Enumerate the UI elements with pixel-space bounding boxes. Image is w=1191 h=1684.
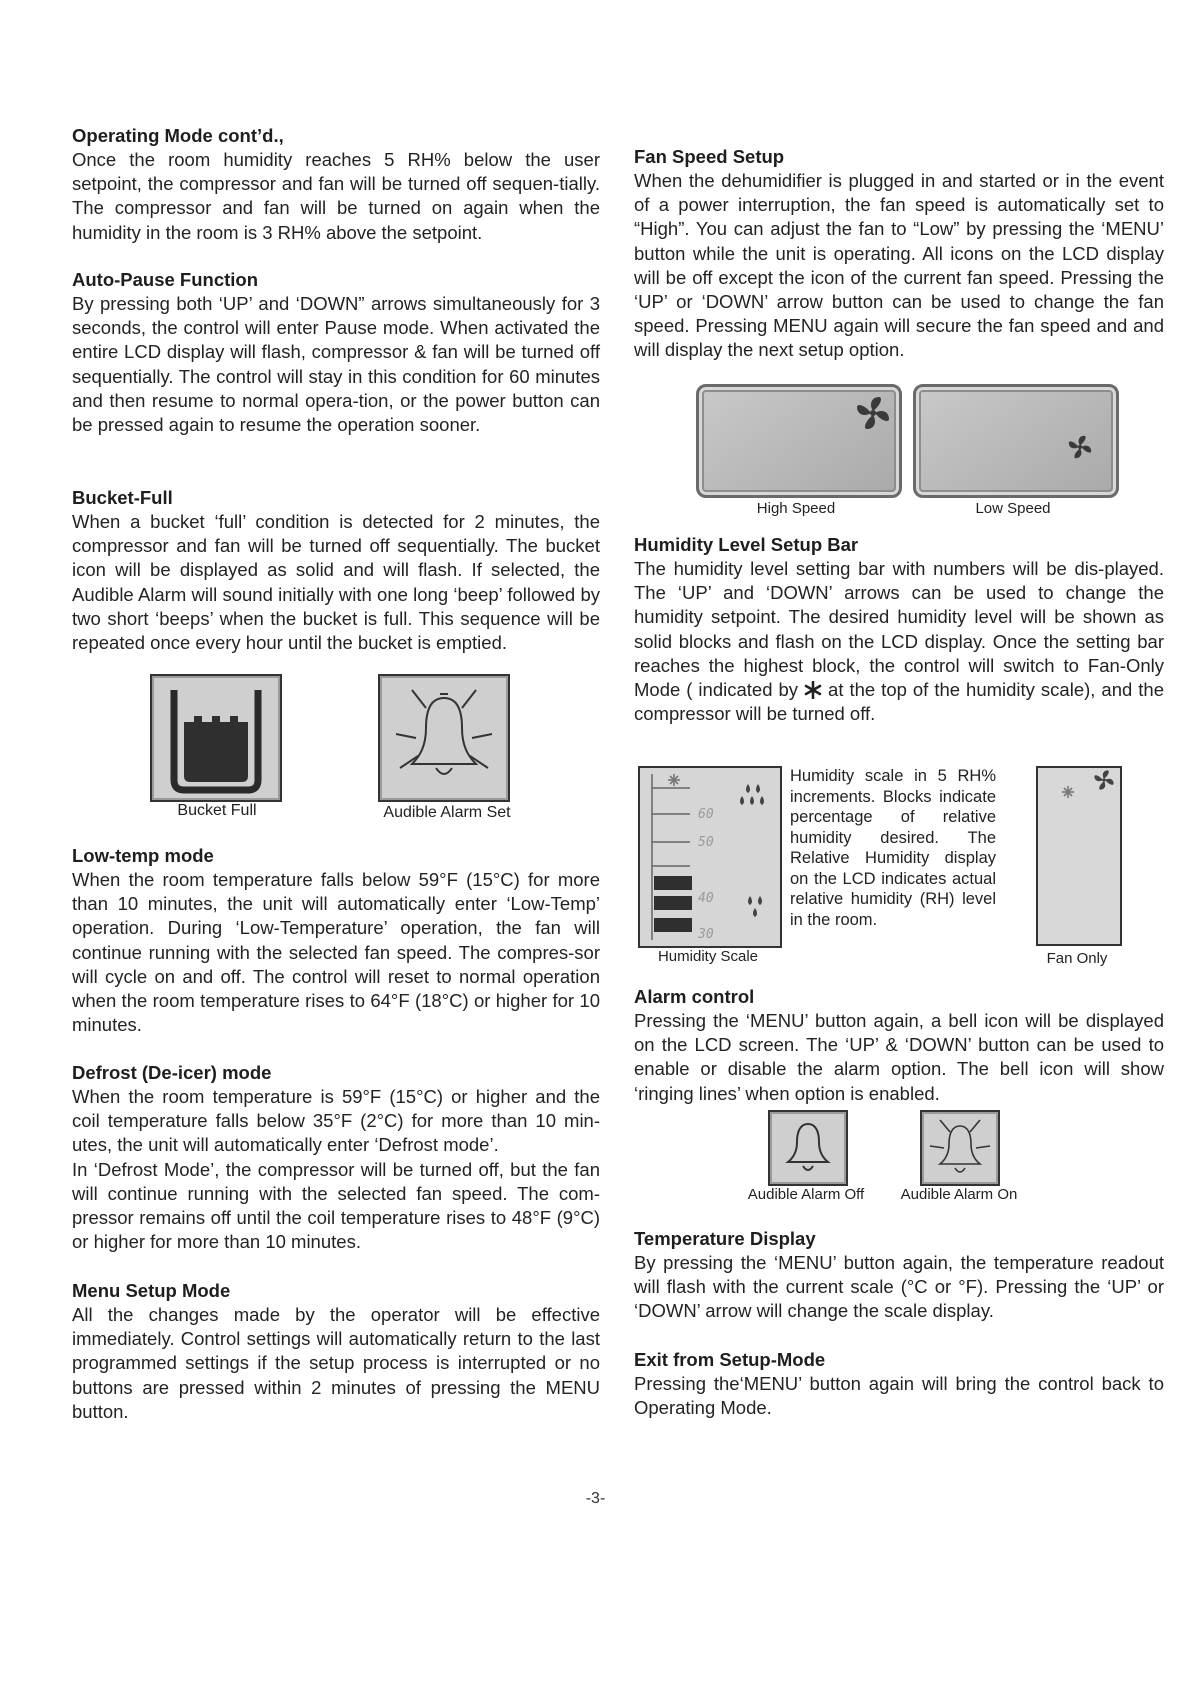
- temperature-display-body: By pressing the ‘MENU’ button again, the temperature readout will flash with the current scale (°C or °F). Pressing the ‘UP’ or ‘DOWN’ arrow will change the scale display.: [634, 1252, 1164, 1322]
- auto-pause-heading: Auto-Pause Function: [72, 269, 259, 290]
- operating-mode-heading: Operating Mode cont’d.,: [72, 125, 284, 146]
- low-speed-lcd: [913, 384, 1119, 498]
- fan-only-graphic: [1038, 768, 1120, 944]
- defrost-body-1: When the room temperature is 59°F (15°C) or higher and the coil temperature falls below 35°F (2°C) for more than 10 min-utes, the unit will automatically enter ‘Defrost mode’.: [72, 1086, 600, 1156]
- defrost-heading: Defrost (De-icer) mode: [72, 1062, 272, 1083]
- menu-setup-section: [72, 1279, 600, 1424]
- low-temp-heading: Low-temp mode: [72, 845, 214, 866]
- menu-setup-body: All the changes made by the operator will be effective immediately. Control settings will automatically return to the last programmed settings if the setup process is interrupted or no buttons are pressed within 2 minutes of pressing the MENU button.: [72, 1304, 600, 1422]
- bell-ringing-icon: [380, 676, 508, 800]
- bucket-full-body: When a bucket ‘full’ condition is detected for 2 minutes, the compressor and fan will be turned off sequentially. The bucket icon will be displayed as solid and will flash. If selected, the Audible Alarm will sound initially with one long ‘beep’ followed by two short ‘beeps’ when the bucket is full. This sequence will be repeated once every hour until the bucket is emptied.: [72, 511, 600, 654]
- bucket-full-heading: Bucket-Full: [72, 487, 173, 508]
- defrost-body-2: In ‘Defrost Mode’, the compressor will be turned off, but the fan will continue running with the selected fan speed. The com-pressor remains off until the coil temperature rises to 48°F (9°C) or higher for more than 10 minutes.: [72, 1158, 600, 1253]
- low-temp-body: When the room temperature falls below 59°F (15°C) for more than 10 minutes, the unit will automatically enter ‘Low-Temp’ operation. During ‘Low-Temperature’ operation, the fan will continue running with the selected fan speed. The compres-sor will cycle on and off. The control will reset to normal operation when the room temperature rises to 64°F (18°C) or higher for 10 minutes.: [72, 869, 600, 1036]
- bucket-full-icon-box: [150, 674, 282, 802]
- audible-alarm-set-caption: Audible Alarm Set: [383, 804, 511, 821]
- low-speed-caption: Low Speed: [975, 500, 1051, 517]
- humidity-scale-graphic: [640, 768, 780, 946]
- scale-label-40: 40: [698, 891, 714, 906]
- operating-mode-section: [72, 124, 600, 245]
- humidity-setup-section: [634, 533, 1164, 726]
- alarm-off-caption: Audible Alarm Off: [747, 1186, 865, 1203]
- low-temp-section: [72, 844, 600, 1037]
- alarm-on-caption: Audible Alarm On: [900, 1186, 1018, 1203]
- alarm-control-body: Pressing the ‘MENU’ button again, a bell icon will be displayed on the LCD screen. The ‘UP’ & ‘DOWN’ button can be used to enable or disable the alarm option. The bell icon will show ‘ringing lines’ when option is enabled.: [634, 1010, 1164, 1104]
- alarm-control-heading: Alarm control: [634, 986, 755, 1007]
- humidity-setup-body-end: at the top of the humidity scale), and the compressor will be turned off.: [634, 679, 1164, 725]
- fan-high-icon: [853, 393, 893, 433]
- scale-label-50: 50: [698, 835, 714, 850]
- humidity-scale-caption: Humidity Scale: [657, 948, 759, 965]
- bucket-full-section: [72, 486, 600, 655]
- humidity-scale-lcd: [638, 766, 782, 948]
- menu-setup-heading: Menu Setup Mode: [72, 1280, 231, 1301]
- bell-ringing-small-icon: [922, 1112, 998, 1184]
- bell-icon: [770, 1112, 846, 1184]
- fan-only-asterisk-icon: [804, 681, 822, 699]
- humidity-scale-description: Humidity scale in 5 RH% increments. Blocks indicate percentage of relative humidity desired. The Relative Humidity display on the LCD indicates actual relative humidity (RH) level in the room.: [790, 767, 996, 929]
- auto-pause-body: By pressing both ‘UP’ and ‘DOWN” arrows simultaneously for 3 seconds, the control will enter Pause mode. When activated the entire LCD display will flash, compressor & fan will be turned off sequentially. The control will stay in this condition for 60 minutes and then resume to normal opera-tion, or the power button can be pressed again to resume the operation sooner.: [72, 293, 600, 436]
- exit-setup-section: [634, 1348, 1164, 1420]
- audible-alarm-set-icon-box: [378, 674, 510, 802]
- alarm-on-icon-box: [920, 1110, 1000, 1186]
- temperature-display-section: [634, 1227, 1164, 1324]
- fan-speed-section: [634, 145, 1164, 363]
- alarm-control-section: [634, 985, 1164, 1106]
- fan-low-icon: [1066, 433, 1094, 461]
- scale-label-30: 30: [698, 927, 714, 942]
- alarm-off-icon-box: [768, 1110, 848, 1186]
- fan-speed-heading: Fan Speed Setup: [634, 146, 785, 167]
- bucket-icon: [152, 676, 280, 800]
- defrost-section: [72, 1061, 600, 1254]
- temperature-display-heading: Temperature Display: [634, 1228, 816, 1249]
- high-speed-lcd: [696, 384, 902, 498]
- page-number: -3-: [585, 1490, 606, 1507]
- fan-only-caption: Fan Only: [1046, 950, 1108, 967]
- fan-speed-body: When the dehumidifier is plugged in and started or in the event of a power interruption, the fan speed is automatically set to “High”. You can adjust the fan to “Low” by pressing the ‘MENU’ button while the unit is operating. All icons on the LCD display will be off except the icon of the current fan speed. Pressing the ‘UP’ or ‘DOWN’ arrow button can be used to change the fan speed. Pressing MENU again will secure the fan speed and and will display the next setup option.: [634, 170, 1164, 361]
- auto-pause-section: [72, 268, 600, 437]
- humidity-setup-body-start: The humidity level setting bar with numbers will be dis-played. The ‘UP’ and ‘DOWN’ arrows can be used to change the humidity setpoint. The desired humidity level will be shown as solid blocks and flash on the LCD display. Once the setting bar reaches the highest block, the control will switch to Fan-Only Mode ( indicated by: [634, 558, 1164, 701]
- exit-setup-heading: Exit from Setup-Mode: [634, 1349, 826, 1370]
- humidity-setup-body: [634, 557, 1164, 726]
- operating-mode-body: Once the room humidity reaches 5 RH% below the user setpoint, the compressor and fan will be turned off sequen-tially. The compressor and fan will be turned on again when the humidity in the room is 3 RH% above the setpoint.: [72, 149, 600, 243]
- high-speed-caption: High Speed: [756, 500, 836, 517]
- exit-setup-body: Pressing the‘MENU’ button again will bring the control back to Operating Mode.: [634, 1373, 1164, 1419]
- scale-label-60: 60: [698, 807, 714, 822]
- bucket-full-caption: Bucket Full: [177, 802, 257, 819]
- fan-only-lcd: [1036, 766, 1122, 946]
- humidity-setup-heading: Humidity Level Setup Bar: [634, 534, 859, 555]
